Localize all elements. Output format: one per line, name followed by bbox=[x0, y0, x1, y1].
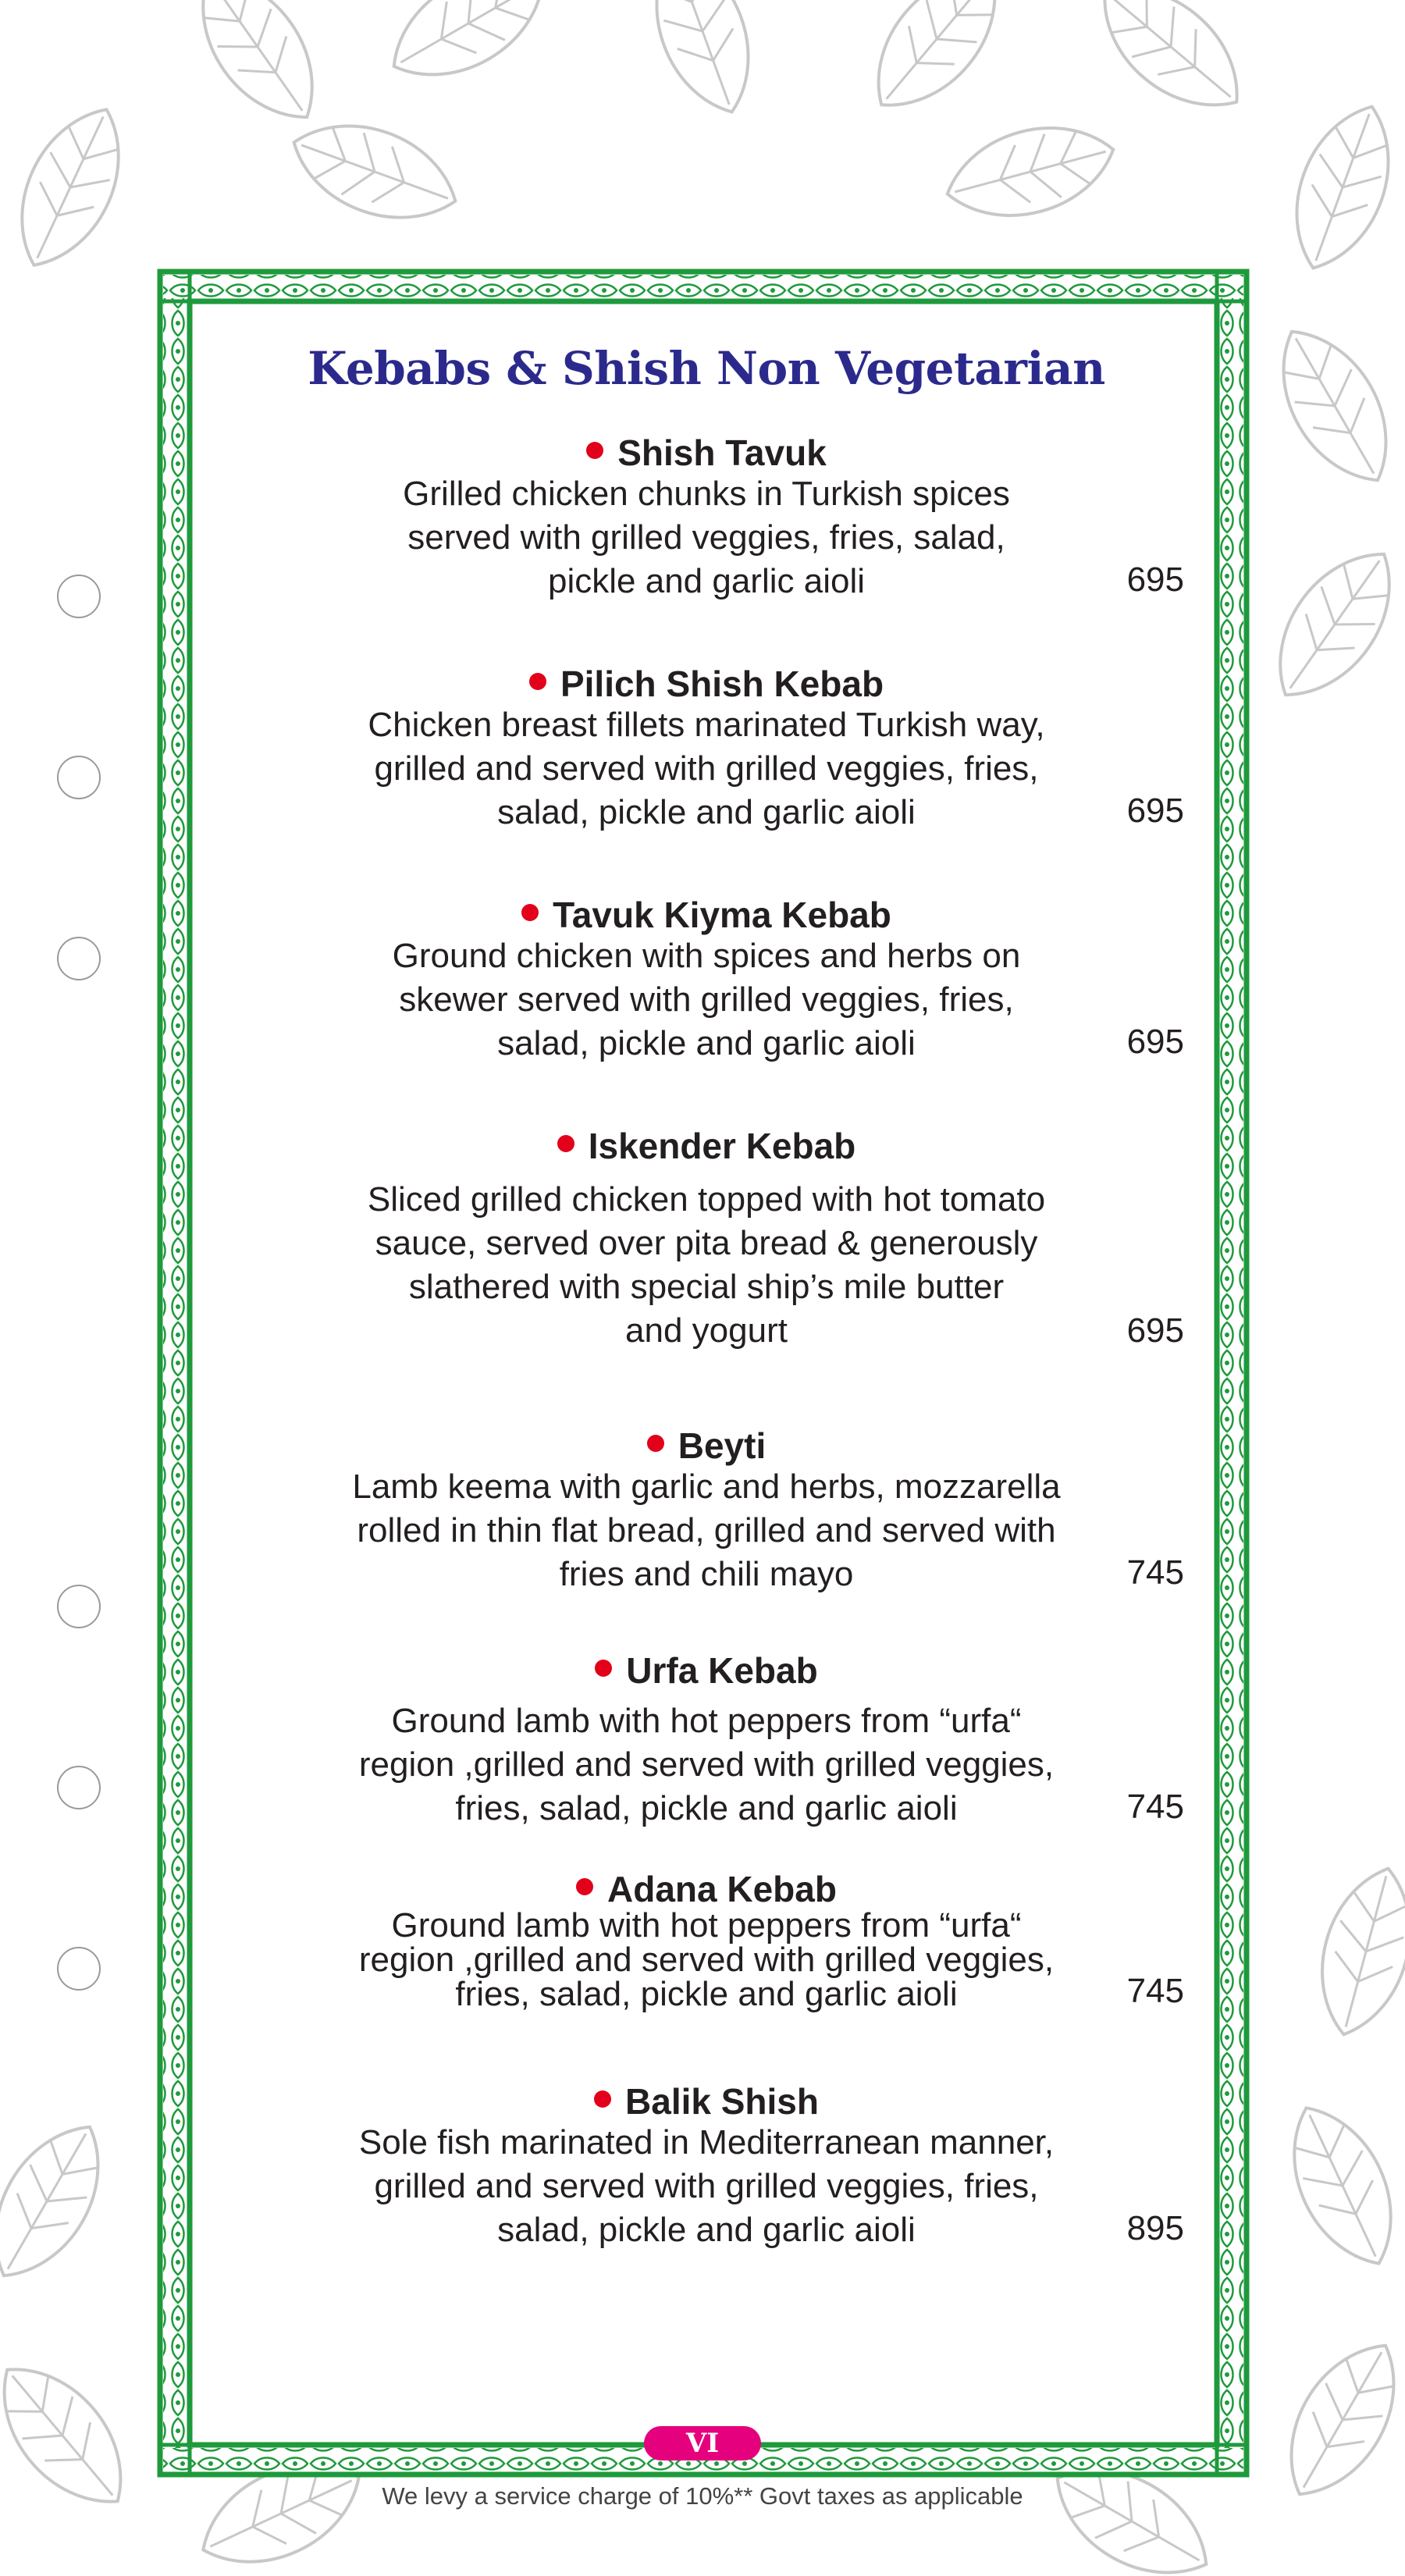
item-description bbox=[238, 703, 1175, 834]
menu-item bbox=[238, 895, 1184, 1066]
description-line: Sliced grilled chicken topped with hot tomato bbox=[367, 1180, 1046, 1219]
description-line: Lamb keema with garlic and herbs, mozzarella bbox=[352, 1468, 1061, 1506]
item-price: 695 bbox=[1126, 560, 1184, 599]
menu-item bbox=[238, 664, 1184, 834]
menu-item bbox=[238, 1869, 1184, 2013]
item-description bbox=[238, 472, 1175, 603]
item-description bbox=[238, 2121, 1175, 2252]
item-name: Tavuk Kiyma Kebab bbox=[553, 895, 891, 935]
item-description bbox=[238, 1699, 1175, 1831]
item-description bbox=[238, 1906, 1175, 2013]
item-price: 895 bbox=[1126, 2209, 1184, 2247]
item-name: Adana Kebab bbox=[607, 1869, 837, 1909]
description-line: skewer served with grilled veggies, fries, bbox=[399, 980, 1014, 1019]
description-line: Chicken breast fillets marinated Turkish way, bbox=[368, 706, 1045, 744]
description-line: Ground lamb with hot peppers from “urfa“ bbox=[391, 1702, 1022, 1740]
item-description bbox=[238, 934, 1175, 1066]
description-line: and yogurt bbox=[625, 1311, 788, 1350]
item-price: 745 bbox=[1126, 1788, 1184, 1826]
menu-item bbox=[238, 432, 1184, 603]
footer-note: We levy a service charge of 10%** Govt taxes as applicable bbox=[382, 2482, 1023, 2510]
description-line: slathered with special ship’s mile butter bbox=[408, 1268, 1005, 1306]
menu-item bbox=[238, 1126, 1184, 1353]
description-line: pickle and garlic aioli bbox=[548, 562, 865, 600]
description-line: sauce, served over pita bread & generously bbox=[375, 1224, 1038, 1262]
item-description bbox=[238, 1178, 1175, 1353]
description-line: salad, pickle and garlic aioli bbox=[497, 2211, 916, 2249]
description-line: salad, pickle and garlic aioli bbox=[497, 1024, 916, 1062]
bullet-icon bbox=[557, 1135, 574, 1152]
description-line: region ,grilled and served with grilled veggies, bbox=[358, 1941, 1055, 1979]
description-line: grilled and served with grilled veggies, fries, bbox=[374, 2167, 1039, 2205]
item-price: 695 bbox=[1126, 1023, 1184, 1061]
item-price: 745 bbox=[1126, 1553, 1184, 1592]
item-price: 745 bbox=[1126, 1972, 1184, 2010]
item-price: 695 bbox=[1126, 792, 1184, 830]
item-name: Urfa Kebab bbox=[626, 1650, 818, 1691]
bullet-icon bbox=[576, 1878, 593, 1895]
description-line: fries and chili mayo bbox=[559, 1555, 854, 1593]
bullet-icon bbox=[595, 1660, 612, 1677]
item-price: 695 bbox=[1126, 1311, 1184, 1350]
description-line: Ground lamb with hot peppers from “urfa“ bbox=[391, 1906, 1022, 1944]
item-name: Shish Tavuk bbox=[617, 432, 827, 473]
bullet-icon bbox=[594, 2090, 611, 2108]
bullet-icon bbox=[647, 1435, 664, 1452]
page-title: Kebabs & Shish Non Vegetarian bbox=[308, 342, 1105, 395]
item-name: Pilich Shish Kebab bbox=[560, 664, 884, 704]
menu-page bbox=[238, 0, 1184, 2576]
page-number-badge: VI bbox=[644, 2426, 761, 2460]
description-line: Grilled chicken chunks in Turkish spices bbox=[403, 475, 1010, 513]
item-name: Balik Shish bbox=[625, 2081, 819, 2122]
description-line: region ,grilled and served with grilled veggies, bbox=[358, 1745, 1055, 1784]
description-line: Sole fish marinated in Mediterranean manner, bbox=[358, 2123, 1055, 2161]
menu-item bbox=[238, 1650, 1184, 1831]
bullet-icon bbox=[586, 442, 603, 459]
description-line: Ground chicken with spices and herbs on bbox=[392, 937, 1021, 975]
bullet-icon bbox=[521, 904, 539, 921]
description-line: fries, salad, pickle and garlic aioli bbox=[455, 1789, 958, 1827]
item-description bbox=[238, 1465, 1175, 1596]
menu-item bbox=[238, 2081, 1184, 2252]
description-line: served with grilled veggies, fries, salad, bbox=[407, 518, 1005, 557]
item-name: Beyti bbox=[678, 1425, 767, 1466]
item-name: Iskender Kebab bbox=[588, 1126, 856, 1166]
description-line: fries, salad, pickle and garlic aioli bbox=[455, 1975, 958, 2013]
description-line: grilled and served with grilled veggies, fries, bbox=[374, 749, 1039, 788]
menu-item bbox=[238, 1425, 1184, 1596]
bullet-icon bbox=[529, 673, 546, 690]
description-line: salad, pickle and garlic aioli bbox=[497, 793, 916, 831]
description-line: rolled in thin flat bread, grilled and served with bbox=[357, 1511, 1056, 1550]
